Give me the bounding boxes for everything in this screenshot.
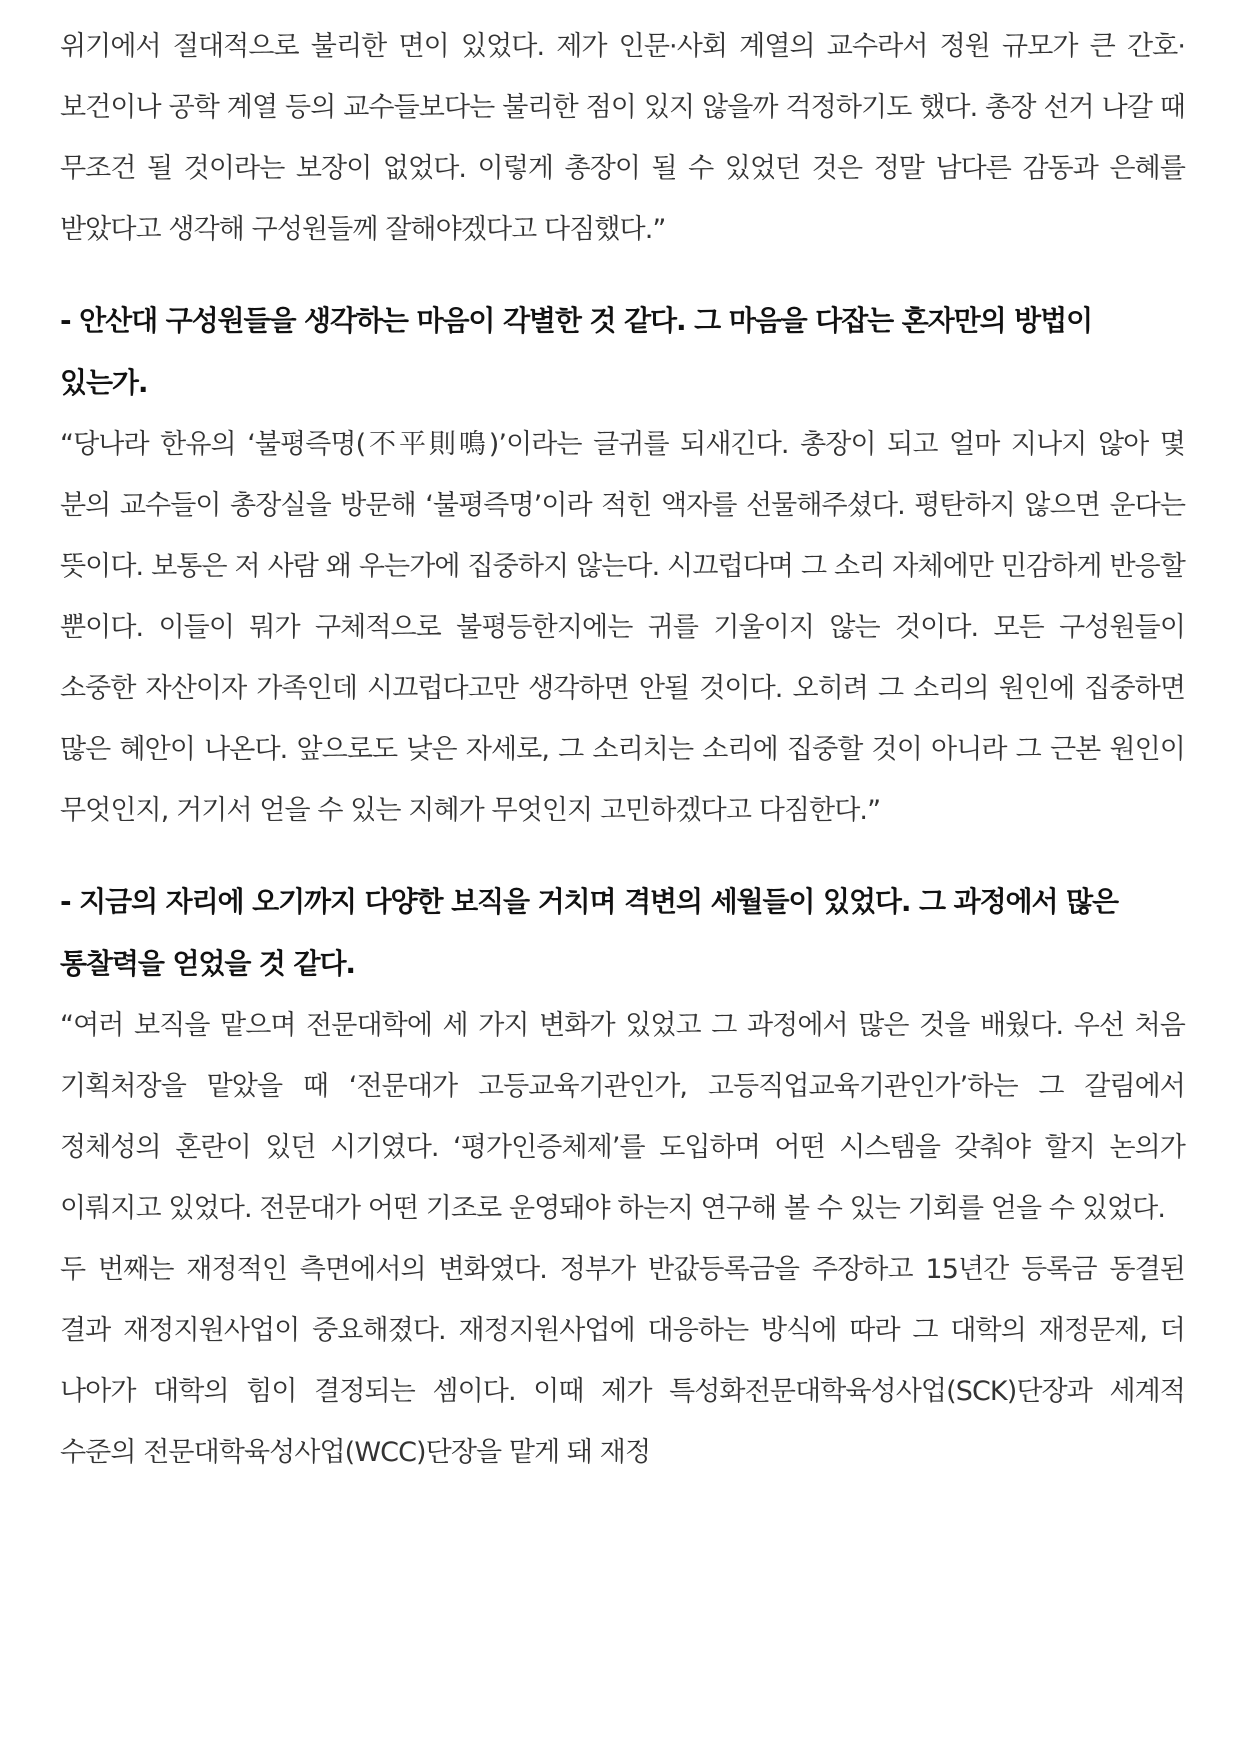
answer-paragraph: “당나라 한유의 ‘불평즉명(不平則鳴)’이라는 글귀를 되새긴다. 총장이 되고 얼마 지나지 않아 몇 분의 교수들이 총장실을 방문해 ‘불평즉명’이라 적힌 액자를 선물해주셨다. 평탄하지 않으면 운다는 뜻이다. 보통은 저 사람 왜 우는가에 집중하지 않는다. 시끄럽다며 그 소리 자체에만 민감하게 반응할 뿐이다. 이들이 뭐가 구체적으로 불평등한지에는 귀를 기울이지 않는 것이다. 모든 구성원들이 소중한 자산이자 가족인데 시끄럽다고만 생각하면 안될 것이다. 오히려 그 소리의 원인에 집중하면 많은 혜안이 나온다. 앞으로도 낮은 자세로, 그 소리치는 소리에 집중할 것이 아니라 그 근본 원인이 무엇인지, 거기서 얻을 수 있는 지혜가 무엇인지 고민하겠다고 다짐한다.” — [60, 429, 1185, 826]
answer-paragraph: “여러 보직을 맡으며 전문대학에 세 가지 변화가 있었고 그 과정에서 많은 것을 배웠다. 우선 처음 기획처장을 맡았을 때 ‘전문대가 고등교육기관인가, 고등직업교육기관인가’하는 그 갈림에서 정체성의 혼란이 있던 시기였다. ‘평가인증체제’를 도입하며 어떤 시스템을 갖춰야 할지 논의가 이뤄지고 있었다. 전문대가 어떤 기조로 운영돼야 하는지 연구해 볼 수 있는 기회를 얻을 수 있었다. — [60, 1010, 1185, 1224]
interview-question: - 지금의 자리에 오기까지 다양한 보직을 거치며 격변의 세월들이 있었다. 그 과정에서 많은 통찰력을 얻었을 것 같다. — [60, 885, 1118, 980]
interview-question: - 안산대 구성원들을 생각하는 마음이 각별한 것 같다. 그 마음을 다잡는 혼자만의 방법이 있는가. — [60, 304, 1093, 399]
article-body — [60, 16, 1185, 1483]
answer-paragraph: 두 번째는 재정적인 측면에서의 변화였다. 정부가 반값등록금을 주장하고 15년간 등록금 동결된 결과 재정지원사업이 중요해졌다. 재정지원사업에 대응하는 방식에 따라 그 대학의 재정문제, 더 나아가 대학의 힘이 결정되는 셈이다. 이때 제가 특성화전문대학육성사업(SCK)단장과 세계적 수준의 전문대학육성사업(WCC)단장을 맡게 돼 재정 — [60, 1254, 1185, 1468]
answer-paragraph: 위기에서 절대적으로 불리한 면이 있었다. 제가 인문·사회 계열의 교수라서 정원 규모가 큰 간호·보건이나 공학 계열 등의 교수들보다는 불리한 점이 있지 않을까 걱정하기도 했다. 총장 선거 나갈 때 무조건 될 것이라는 보장이 없었다. 이렇게 총장이 될 수 있었던 것은 정말 남다른 감동과 은혜를 받았다고 생각해 구성원들께 잘해야겠다고 다짐했다.” — [60, 31, 1185, 245]
